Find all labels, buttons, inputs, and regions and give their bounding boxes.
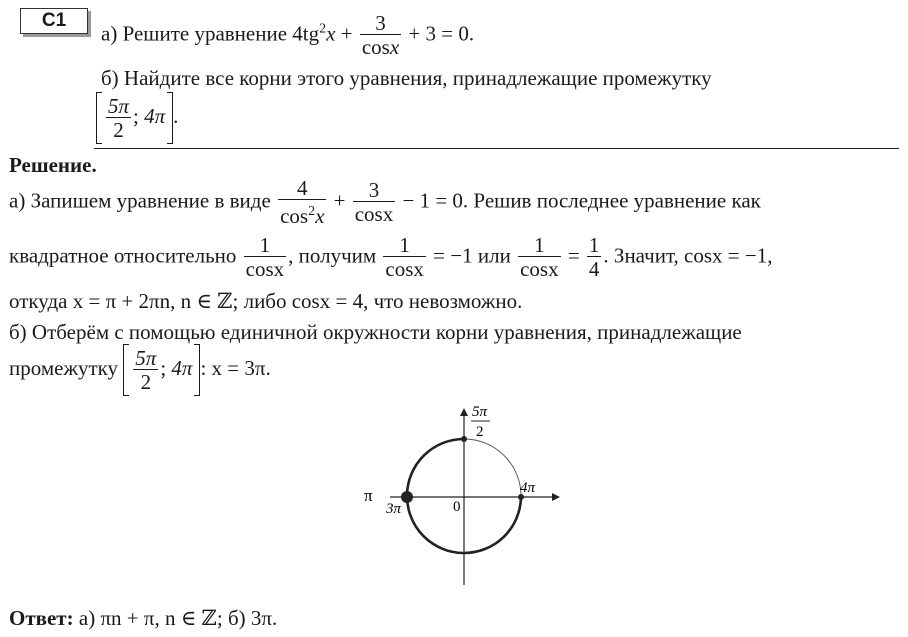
fraction-numerator: 1 bbox=[259, 233, 271, 257]
interval-right: 4π bbox=[144, 103, 166, 128]
fraction-denominator: cosx bbox=[520, 257, 559, 281]
period: . bbox=[173, 103, 179, 128]
fraction bbox=[383, 234, 426, 281]
line5-tail: : x = 3π. bbox=[200, 355, 271, 380]
plus-sign: + bbox=[333, 188, 346, 213]
fraction-denominator: cosx bbox=[354, 202, 394, 226]
solution-line-1 bbox=[9, 177, 761, 228]
fraction-numerator: 1 bbox=[588, 233, 600, 257]
solution-line-2 bbox=[9, 234, 773, 281]
fraction-denominator: 2 bbox=[106, 117, 131, 142]
left-bracket bbox=[96, 92, 102, 144]
line1-tail: − 1 = 0. Решив последнее уравнение как bbox=[402, 188, 761, 213]
answer-label: Ответ: bbox=[9, 606, 74, 630]
task-part-b-interval bbox=[96, 92, 178, 144]
answer bbox=[9, 606, 277, 630]
fraction bbox=[353, 179, 396, 226]
line1-text: а) Запишем уравнение в виде bbox=[9, 188, 271, 213]
expr-tail: + 3 = 0. bbox=[408, 21, 475, 46]
interval-fraction bbox=[133, 347, 158, 394]
interval-sep: ; bbox=[160, 355, 167, 380]
den-var: x bbox=[315, 204, 325, 228]
den-cos: cos bbox=[280, 204, 309, 228]
label-top-num: 5π bbox=[472, 404, 488, 420]
solution-heading bbox=[9, 153, 97, 177]
label-4pi: 4π bbox=[520, 480, 536, 496]
x-axis-arrow bbox=[552, 493, 560, 501]
fraction-denominator: cosx bbox=[385, 257, 424, 281]
label-origin: 0 bbox=[453, 499, 461, 515]
fraction-denominator: 2 bbox=[133, 369, 158, 394]
label-3pi: 3π bbox=[386, 501, 402, 517]
divider-line bbox=[94, 148, 899, 149]
line2-mid: , получим bbox=[288, 243, 377, 268]
answer-text: а) πn + π, n ∈ ℤ; б) 3π. bbox=[78, 606, 278, 630]
den-cos: cos bbox=[361, 35, 390, 59]
label-top-den: 2 bbox=[476, 424, 484, 440]
fraction-numerator: 1 bbox=[534, 233, 545, 257]
line2-tail: . Значит, cosx = −1, bbox=[603, 243, 773, 268]
line5-text: промежутку bbox=[9, 355, 119, 380]
expr-plus: + bbox=[340, 21, 353, 46]
fraction bbox=[244, 234, 287, 281]
fraction bbox=[518, 234, 561, 281]
y-axis-arrow bbox=[460, 408, 468, 416]
fraction-numerator: 5π bbox=[135, 345, 157, 370]
point-3pi bbox=[401, 491, 413, 503]
expr-lead: 4tg bbox=[292, 21, 320, 46]
fraction-numerator: 3 bbox=[368, 178, 380, 202]
interval-fraction bbox=[106, 95, 131, 142]
fraction-numerator: 5π bbox=[108, 93, 130, 118]
fraction-denominator: 4 bbox=[588, 257, 600, 281]
task-label: C1 bbox=[20, 8, 88, 34]
circle-arc-thin bbox=[464, 439, 521, 497]
line2-eq2: = bbox=[567, 243, 580, 268]
point-top bbox=[461, 436, 467, 442]
task-part-b: б) Найдите все корни этого уравнения, принадлежащие промежутку bbox=[101, 66, 712, 90]
expr-var: x bbox=[326, 21, 336, 46]
fraction-denominator: cosx bbox=[245, 257, 285, 281]
part-a-prefix: а) Решите уравнение bbox=[101, 21, 288, 46]
solution-heading-text: Решение. bbox=[9, 153, 97, 177]
solution-line-3: откуда x = π + 2πn, n ∈ ℤ; либо cosx = 4, что невозможно. bbox=[9, 289, 523, 313]
solution-line-5 bbox=[9, 344, 271, 396]
fraction-numerator: 3 bbox=[375, 11, 386, 35]
expr-sup: 2 bbox=[319, 21, 327, 37]
left-bracket bbox=[123, 344, 129, 396]
line2-text: квадратное относительно bbox=[9, 243, 237, 268]
label-pi: π bbox=[364, 486, 373, 505]
unit-circle-diagram bbox=[340, 400, 570, 590]
fraction bbox=[587, 234, 602, 281]
fraction bbox=[360, 12, 401, 59]
solution-line-4: б) Отберём с помощью единичной окружности корни уравнения, принадлежащие bbox=[9, 320, 742, 344]
line2-eq1: = −1 или bbox=[433, 243, 511, 268]
interval-sep: ; bbox=[133, 103, 139, 128]
fraction-denominator bbox=[278, 199, 326, 228]
interval-right: 4π bbox=[171, 355, 193, 380]
den-var: x bbox=[389, 35, 400, 59]
task-part-a bbox=[101, 12, 474, 59]
fraction-denominator bbox=[360, 34, 401, 59]
fraction-numerator: 1 bbox=[399, 233, 410, 257]
fraction-numerator: 4 bbox=[296, 176, 308, 200]
fraction bbox=[278, 177, 326, 228]
den-sup: 2 bbox=[308, 204, 316, 219]
